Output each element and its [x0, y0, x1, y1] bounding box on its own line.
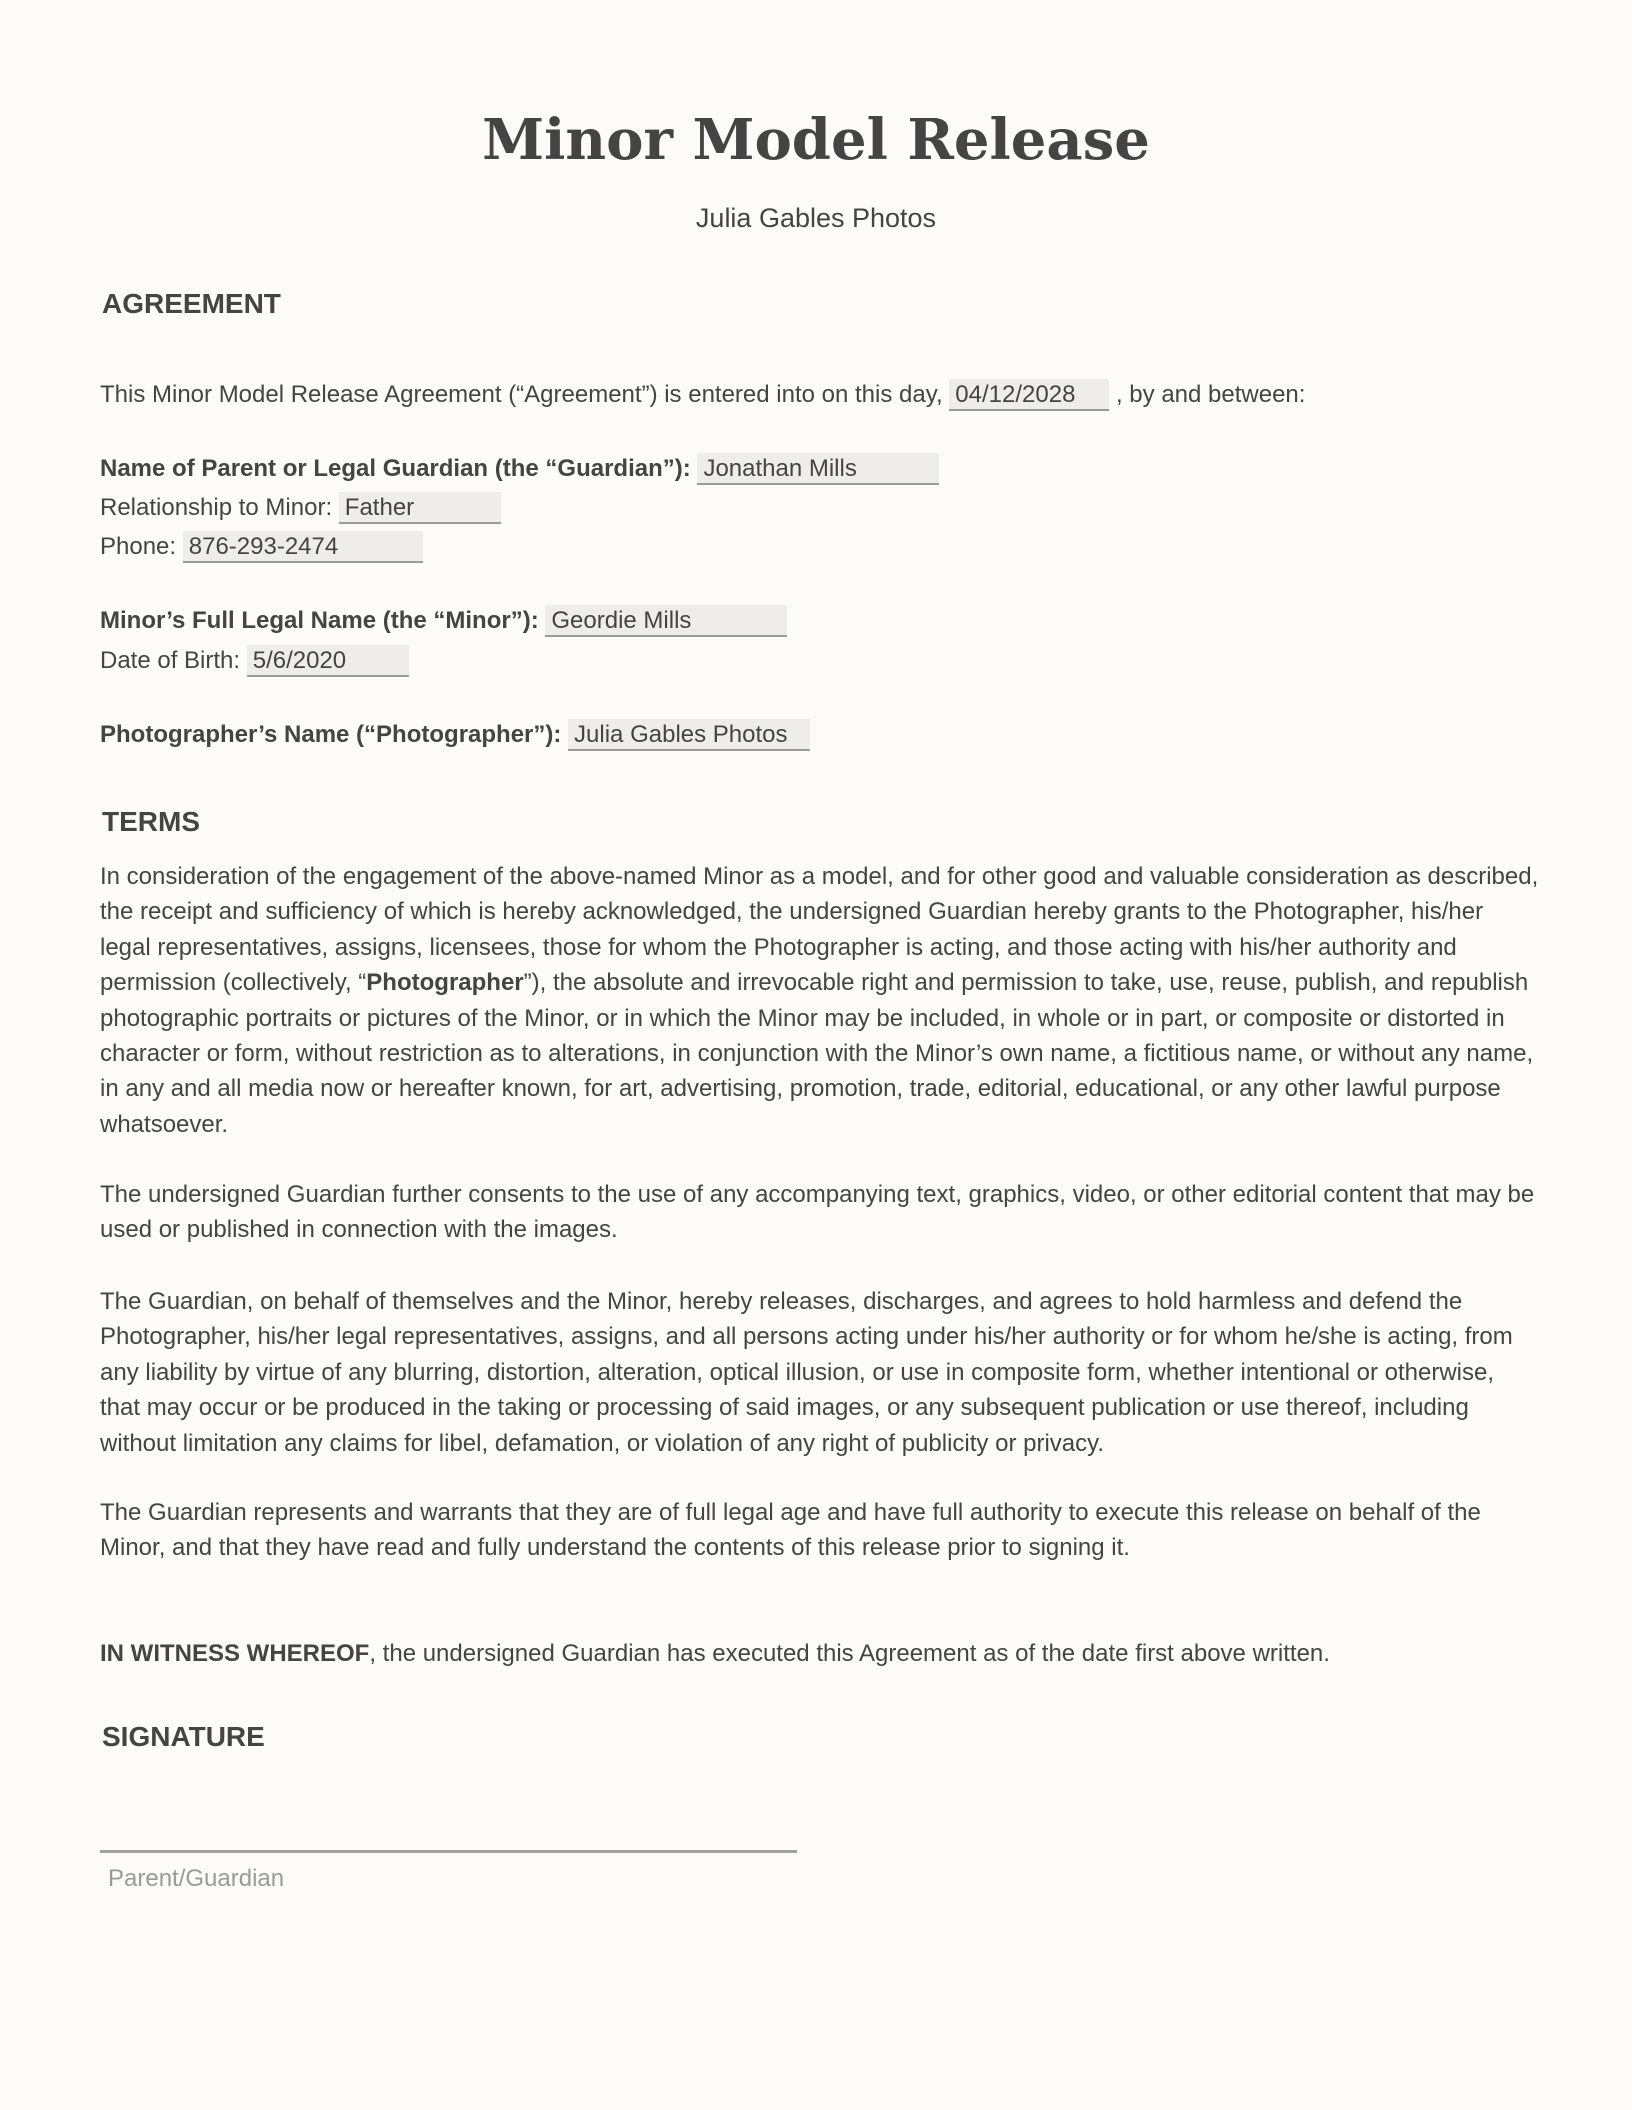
terms-p1-before: In consideration of the engagement of the above-named Minor as a model, and for other good and valuable consideration as described, the receipt and sufficiency of which is hereby acknowledged, the undersigned Guardian hereby grants to the Photographer, his/her legal representatives, assigns, licensees, those for whom the Photographer is acting, and those acting with his/her authority and permission (collectively, “: [100, 863, 1539, 997]
dob-field[interactable]: 5/6/2020: [247, 645, 409, 677]
minor-name-row: [100, 603, 787, 639]
agreement-date-field[interactable]: 04/12/2028: [949, 379, 1109, 411]
terms-paragraph-2: The undersigned Guardian further consents to the use of any accompanying text, graphics, video, or other editorial content that may be used or published in connection with the images.: [100, 1181, 1535, 1244]
phone-label: Phone:: [100, 533, 177, 560]
signature-heading: SIGNATURE: [102, 1721, 265, 1752]
guardian-name-row: [100, 451, 939, 487]
terms-p1-bold: Photographer: [366, 969, 524, 997]
relationship-field[interactable]: Father: [339, 492, 501, 524]
document-subtitle: Julia Gables Photos: [695, 203, 937, 233]
intro-text-before: This Minor Model Release Agreement (“Agreement”) is entered into on this day,: [100, 381, 943, 408]
photographer-row: [100, 717, 810, 753]
signature-line[interactable]: [100, 1850, 797, 1853]
guardian-name-label: Name of Parent or Legal Guardian (the “Guardian”):: [100, 455, 691, 482]
terms-heading: TERMS: [102, 806, 200, 837]
photographer-label: Photographer’s Name (“Photographer”):: [100, 721, 562, 748]
signature-caption: Parent/Guardian: [108, 1865, 285, 1892]
terms-paragraph-1: [100, 859, 1540, 1142]
terms-p1-after: ”), the absolute and irrevocable right and permission to take, use, reuse, publish, and republish photographic portraits or pictures of the Minor, or in which the Minor may be included, in whole or in part, or composite or distorted in character or form, without restriction as to alterations, in conjunction with the Minor’s own name, a fictitious name, or without any name, in any and all media now or hereafter known, for art, advertising, promotion, trade, editorial, educational, or any other lawful purpose whatsoever.: [100, 969, 1534, 1138]
relationship-label: Relationship to Minor:: [100, 494, 333, 521]
agreement-intro: [100, 377, 1305, 413]
witness-rest: , the undersigned Guardian has executed this Agreement as of the date first above written.: [369, 1640, 1330, 1667]
dob-row: [100, 643, 409, 679]
terms-paragraph-4: The Guardian represents and warrants that they are of full legal age and have full authority to execute this release on behalf of the Minor, and that they have read and fully understand the contents of this release prior to signing it.: [100, 1499, 1481, 1562]
relationship-row: [100, 490, 501, 526]
phone-row: [100, 529, 423, 565]
intro-text-after: , by and between:: [1115, 381, 1306, 408]
terms-paragraph-3: The Guardian, on behalf of themselves and the Minor, hereby releases, discharges, and agrees to hold harmless and defend the Photographer, his/her legal representatives, assigns, and all persons acting under his/her authority or for whom he/she is acting, from any liability by virtue of any blurring, distortion, alteration, optical illusion, or use in composite form, whether intentional or otherwise, that may occur or be produced in the taking or processing of said images, or any subsequent publication or use thereof, including without limitation any claims for libel, defamation, or violation of any right of publicity or privacy.: [100, 1288, 1513, 1457]
photographer-field[interactable]: Julia Gables Photos: [568, 719, 810, 751]
phone-field[interactable]: 876-293-2474: [183, 531, 423, 563]
dob-label: Date of Birth:: [100, 647, 241, 674]
guardian-name-field[interactable]: Jonathan Mills: [697, 453, 939, 485]
witness-statement: [100, 1636, 1540, 1671]
document-title: Minor Model Release: [482, 107, 1150, 173]
minor-name-label: Minor’s Full Legal Name (the “Minor”):: [100, 607, 539, 634]
agreement-heading: AGREEMENT: [102, 288, 281, 319]
witness-bold: IN WITNESS WHEREOF: [100, 1640, 370, 1667]
minor-name-field[interactable]: Geordie Mills: [545, 605, 787, 637]
